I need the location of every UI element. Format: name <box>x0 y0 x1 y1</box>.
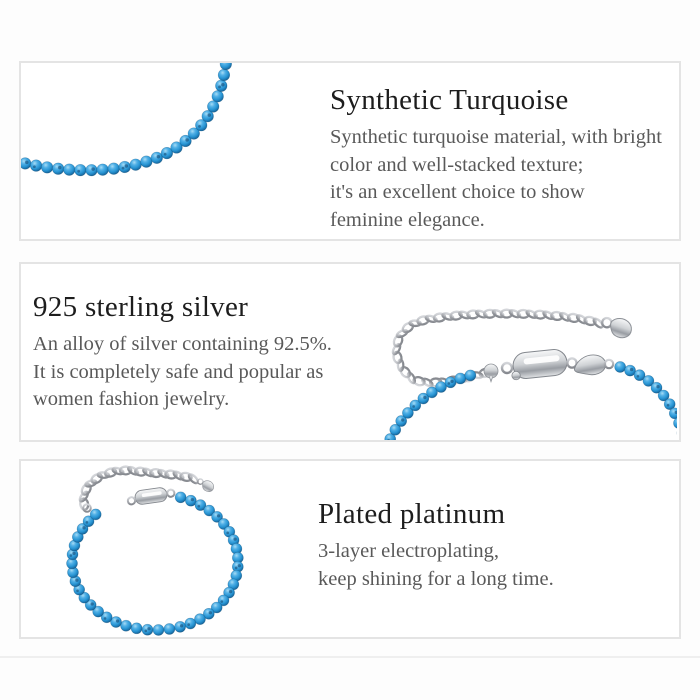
panel-title: 925 sterling silver <box>33 291 249 323</box>
panel-text <box>33 291 332 414</box>
jump-ring <box>502 363 512 373</box>
panel-synthetic-turquoise <box>19 61 681 241</box>
heart-connector <box>484 364 498 382</box>
panel-title: Plated platinum <box>318 498 506 530</box>
bead-strand-right <box>615 361 677 440</box>
panel-sterling-silver <box>19 262 681 442</box>
panel-description: Synthetic turquoise material, with bright color and well-stacked texture; it's an excellent choice to show feminine elegance. <box>330 126 662 231</box>
panel-plated-platinum <box>19 459 681 639</box>
lobster-clasp <box>510 348 569 380</box>
small-hook-clasp <box>572 353 607 378</box>
bracelet-bead-loop <box>67 492 244 636</box>
panel-description: 3-layer electroplating, keep shining for a long time. <box>318 540 554 590</box>
teardrop-charm <box>195 476 215 493</box>
section-divider-line <box>0 656 700 658</box>
panel-title: Synthetic Turquoise <box>330 84 569 116</box>
panel-text <box>330 84 662 234</box>
bead-strand <box>21 63 232 176</box>
panel-text <box>318 498 554 593</box>
extender-chain <box>391 309 604 388</box>
panel-description: An alloy of silver containing 92.5%. It is completely safe and popular as women fashion jewelry. <box>33 333 332 410</box>
teardrop-charm <box>599 313 634 340</box>
lobster-clasp <box>127 486 176 506</box>
bead-strand-left <box>377 370 476 440</box>
